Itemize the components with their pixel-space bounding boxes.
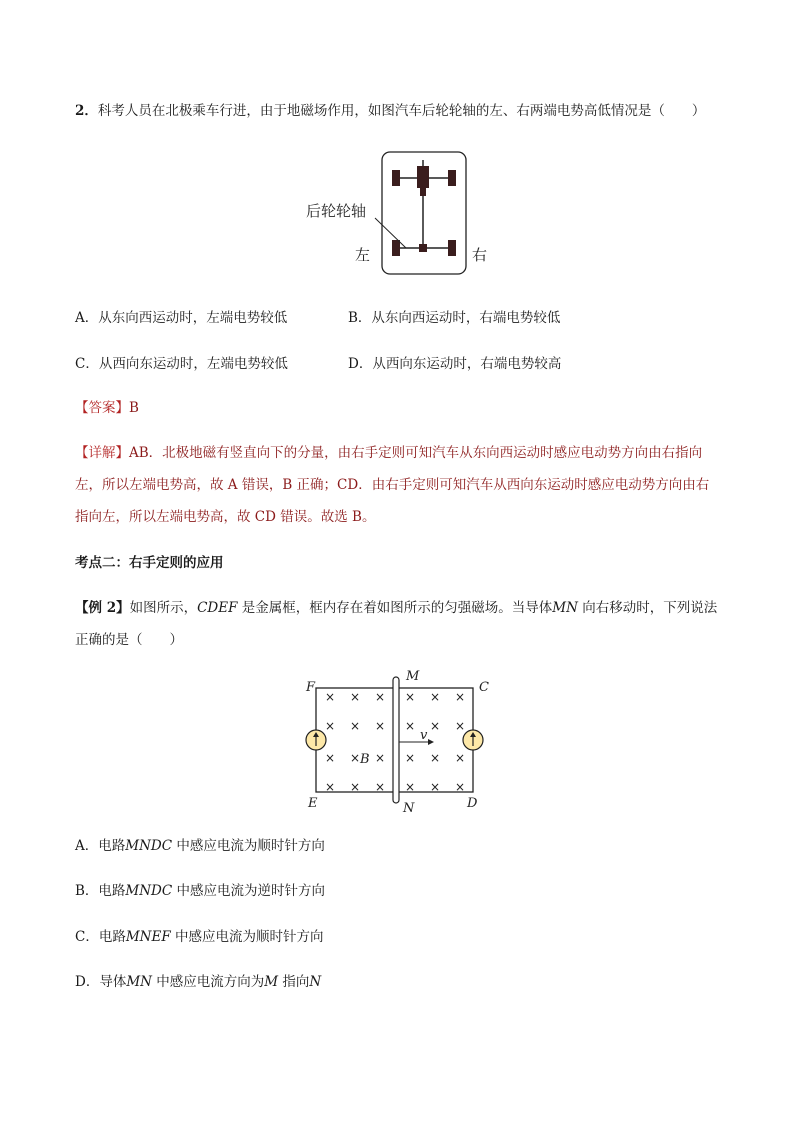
example-2-stem: 【例 2】如图所示，CDEF 是金属框，框内存在着如图所示的匀强磁场。当导体MN 向右移动时，下列说法 bbox=[75, 600, 718, 616]
svg-text:×: × bbox=[374, 690, 386, 704]
ex2-option-d: D．导体MN 中感应电流方向为M 指向N bbox=[75, 974, 322, 990]
svg-text:×: × bbox=[429, 719, 441, 733]
right-label: 右 bbox=[472, 246, 488, 264]
svg-text:×: × bbox=[404, 690, 416, 704]
label-e: E bbox=[308, 796, 318, 811]
ex2-option-b: B．电路MNDC 中感应电流为逆时针方向 bbox=[75, 883, 326, 899]
question-text: 科考人员在北极乘车行进，由于地磁场作用，如图汽车后轮轮轴的左、右两端电势高低情况是（ ） bbox=[97, 103, 706, 119]
label-d: D bbox=[467, 796, 478, 811]
section-title: 考点二：右手定则的应用 bbox=[75, 555, 224, 571]
svg-text:×: × bbox=[349, 719, 361, 733]
svg-text:×: × bbox=[404, 719, 416, 733]
svg-text:×: × bbox=[454, 751, 466, 765]
label-n: N bbox=[403, 801, 415, 816]
svg-text:×: × bbox=[349, 751, 361, 765]
svg-text:×: × bbox=[454, 780, 466, 794]
label-c: C bbox=[479, 680, 489, 695]
svg-text:×: × bbox=[454, 690, 466, 704]
label-v: v bbox=[420, 728, 428, 743]
label-f: F bbox=[306, 680, 316, 695]
svg-text:×: × bbox=[349, 780, 361, 794]
ex2-option-a: A．电路MNDC 中感应电流为顺时针方向 bbox=[75, 838, 325, 854]
option-c: C．从西向东运动时，左端电势较低 bbox=[75, 356, 288, 372]
svg-text:×: × bbox=[429, 780, 441, 794]
metal-frame-figure bbox=[298, 665, 508, 820]
svg-text:×: × bbox=[324, 780, 336, 794]
option-d: D．从西向东运动时，右端电势较高 bbox=[348, 356, 562, 372]
svg-text:×: × bbox=[324, 719, 336, 733]
svg-text:×: × bbox=[404, 780, 416, 794]
detail-line-3: 指向左，所以左端电势高，故 CD 错误。故选 B。 bbox=[75, 509, 376, 525]
svg-text:×: × bbox=[324, 751, 336, 765]
example-tag: 【例 2】 bbox=[75, 600, 130, 616]
car-axle-figure bbox=[300, 148, 500, 278]
option-a: A．从东向西运动时，左端电势较低 bbox=[75, 310, 288, 326]
conductor-mn bbox=[393, 677, 399, 803]
axle-label: 后轮轮轴 bbox=[306, 202, 367, 220]
detail-line-2: 左，所以左端电势高，故 A 错误，B 正确；CD．由右手定则可知汽车从西向东运动时感应电动势方向由右 bbox=[75, 477, 710, 493]
detail-line-1: 【详解】AB．北极地磁有竖直向下的分量，由右手定则可知汽车从东向西运动时感应电动势方向由右指向 bbox=[75, 445, 703, 461]
svg-text:×: × bbox=[324, 690, 336, 704]
question-number: 2． bbox=[75, 103, 98, 119]
ex2-option-c: C．电路MNEF 中感应电流为顺时针方向 bbox=[75, 929, 324, 945]
svg-text:×: × bbox=[374, 780, 386, 794]
example-2-stem-line-2: 正确的是（ ） bbox=[75, 632, 183, 648]
option-b: B．从东向西运动时，右端电势较低 bbox=[348, 310, 561, 326]
svg-text:×: × bbox=[429, 751, 441, 765]
label-b: B bbox=[360, 752, 370, 767]
answer-value: B bbox=[129, 400, 139, 416]
answer-tag: 【答案】 bbox=[75, 400, 129, 416]
svg-text:×: × bbox=[454, 719, 466, 733]
left-label: 左 bbox=[355, 246, 371, 264]
svg-text:×: × bbox=[374, 719, 386, 733]
svg-text:×: × bbox=[349, 690, 361, 704]
svg-text:×: × bbox=[429, 690, 441, 704]
svg-text:×: × bbox=[374, 751, 386, 765]
svg-text:×: × bbox=[404, 751, 416, 765]
label-m: M bbox=[406, 669, 420, 684]
question-2-stem bbox=[75, 101, 705, 121]
detail-tag: 【详解】 bbox=[75, 445, 129, 461]
answer-line bbox=[75, 398, 139, 418]
